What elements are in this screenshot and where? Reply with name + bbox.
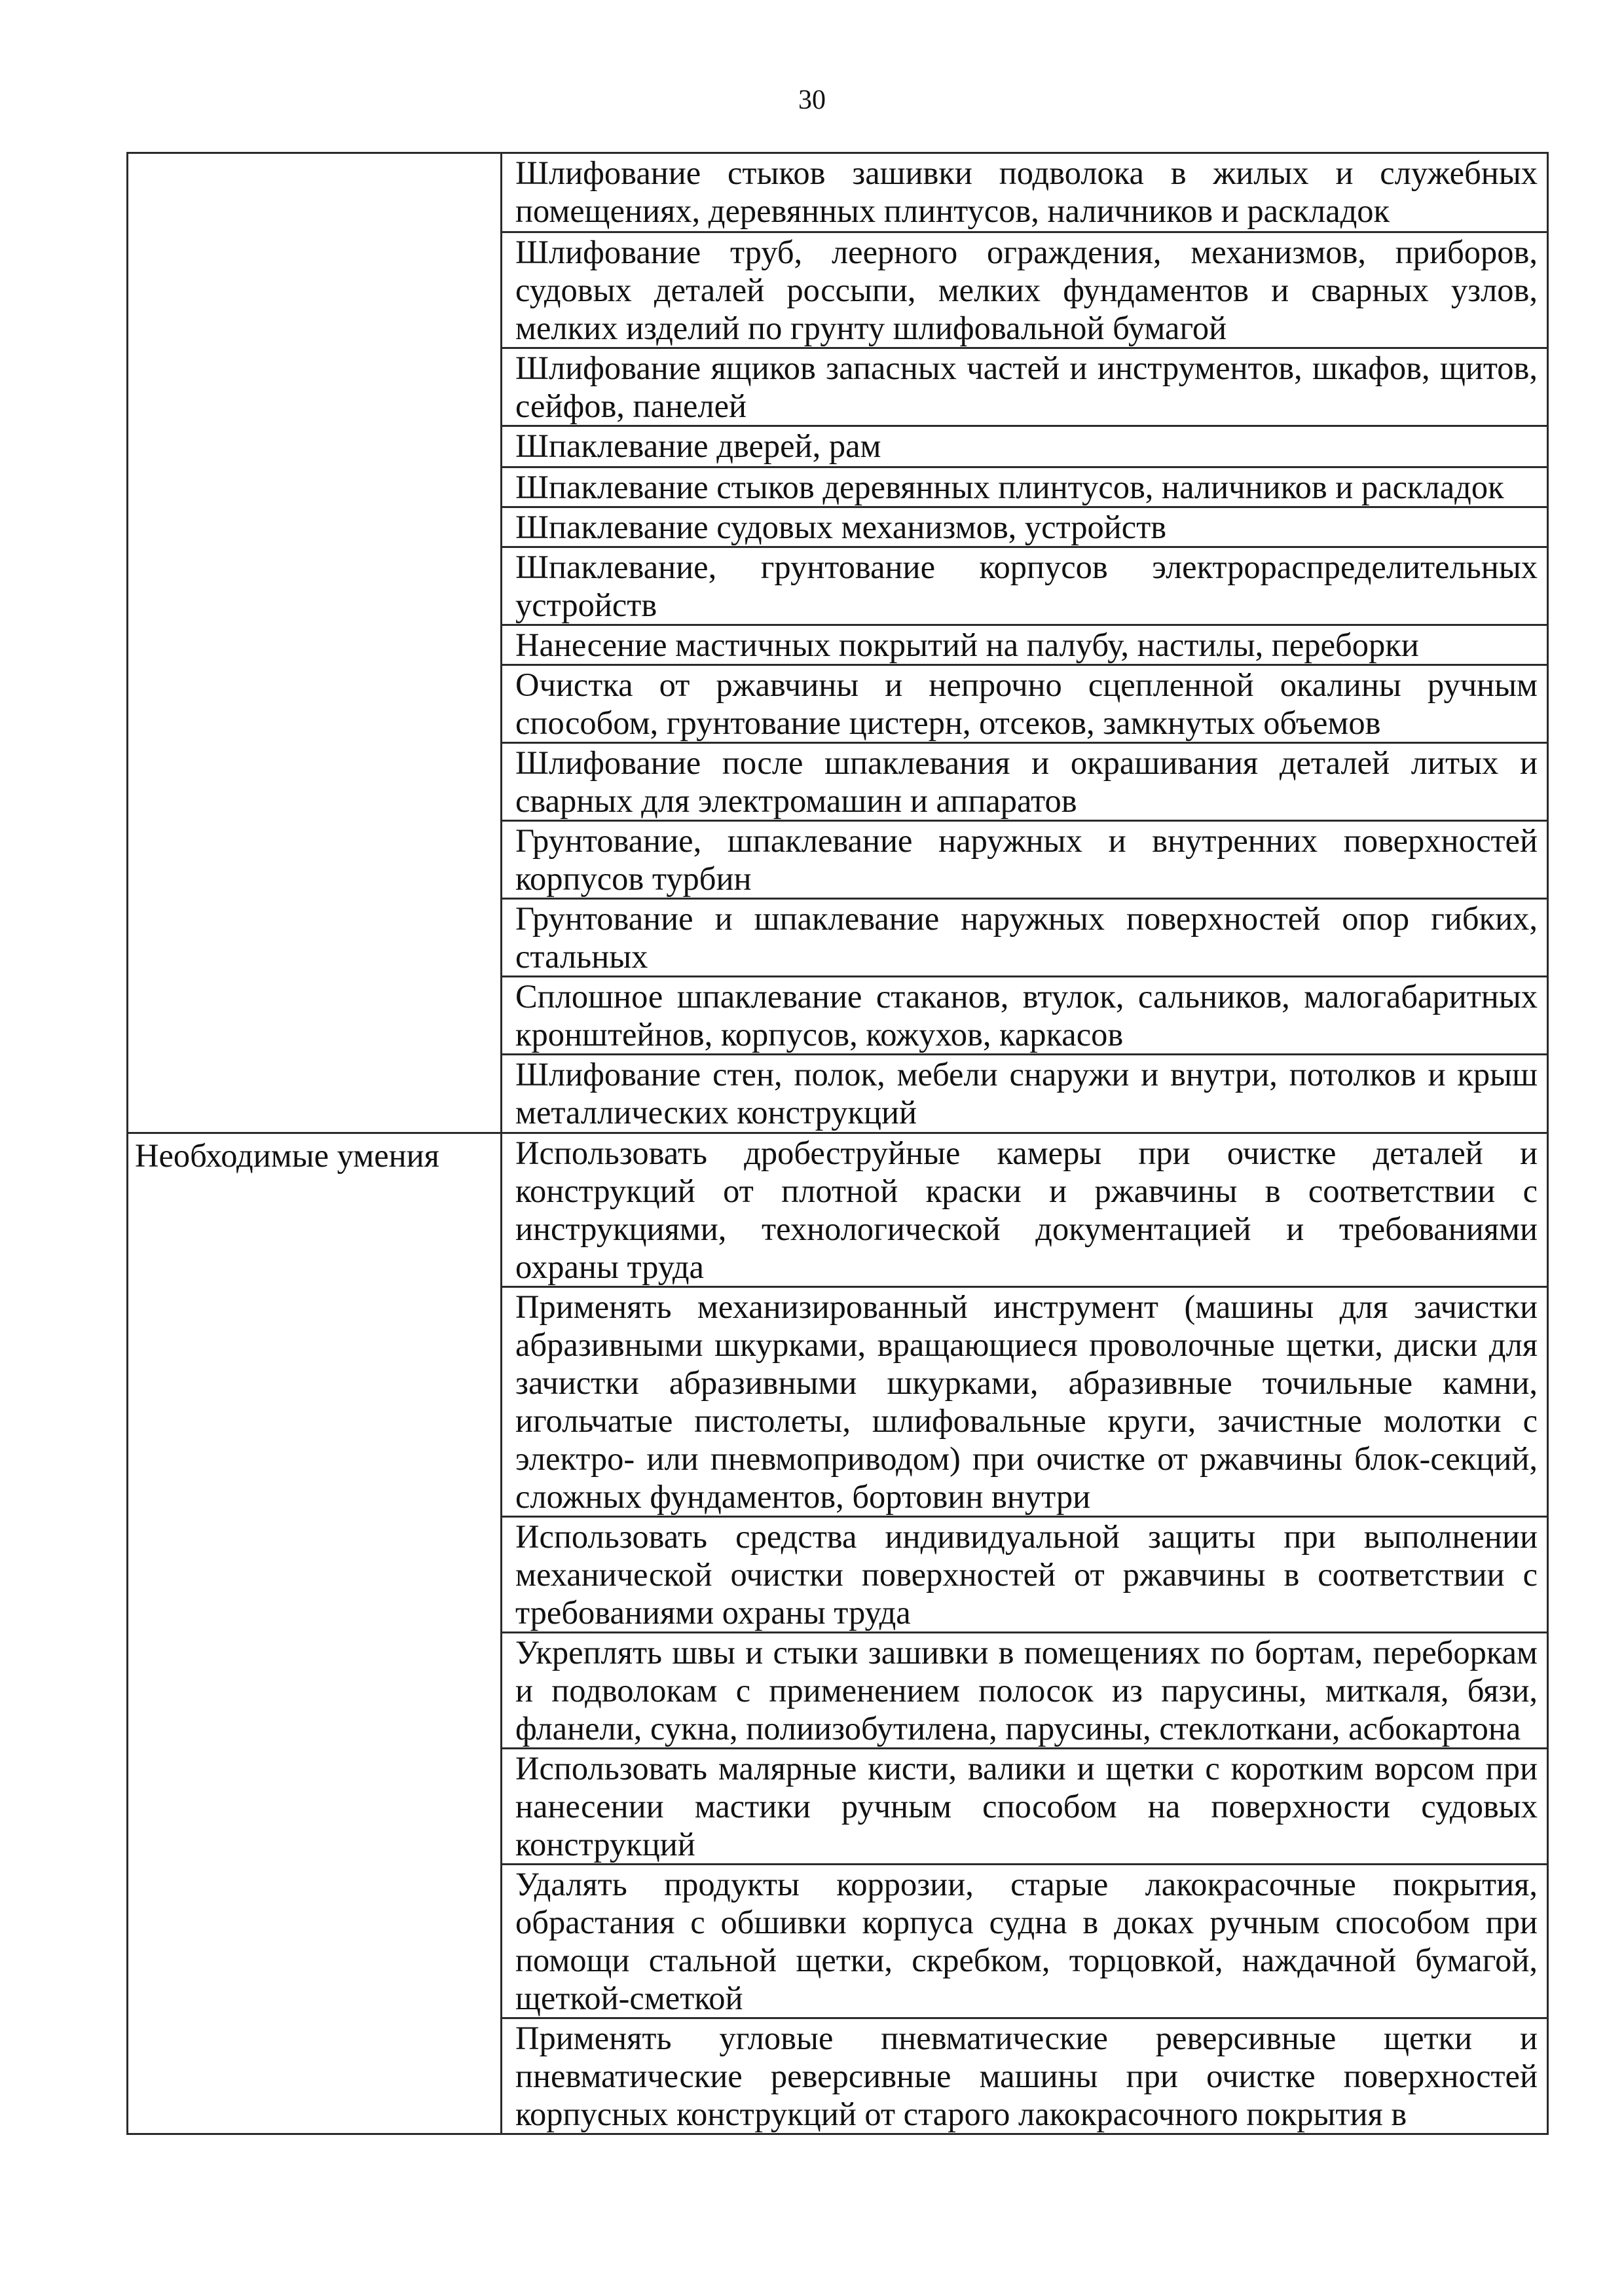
table-cell: Шлифование труб, леерного ограждения, механизмов, приборов, судовых деталей россыпи, мелких фундаментов и сварных узлов, мелких изделий по грунту шлифовальной бумагой [502,232,1548,348]
table-cell: Удалять продукты коррозии, старые лакокрасочные покрытия, обрастания с обшивки корпуса судна в доках ручным способом при помощи стальной щетки, скребком, торцовкой, наждачной бумагой, щеткой-сметкой [502,1865,1548,2018]
page-number: 30 [798,85,826,115]
table-cell: Грунтование, шпаклевание наружных и внутренних поверхностей корпусов турбин [502,821,1548,899]
table-cell: Шпаклевание, грунтование корпусов электрораспределительных устройств [502,547,1548,625]
table-cell: Использовать дробеструйные камеры при очистке деталей и конструкций от плотной краски и ржавчины в соответствии с инструкциями, технологической документацией и требованиями охраны труда [502,1133,1548,1287]
table-cell: Шлифование ящиков запасных частей и инструментов, шкафов, щитов, сейфов, панелей [502,348,1548,426]
table-cell: Шлифование стен, полок, мебели снаружи и внутри, потолков и крыш металлических конструкций [502,1055,1548,1133]
table-cell: Использовать малярные кисти, валики и щетки с коротким ворсом при нанесении мастики ручным способом на поверхности судовых конструкций [502,1749,1548,1865]
table-row [128,1133,1548,1287]
table-cell: Шпаклевание судовых механизмов, устройств [502,507,1548,547]
table-cell: Применять угловые пневматические реверсивные щетки и пневматические реверсивные машины при очистке поверхностей корпусных конструкций от старого лакокрасочного покрытия в [502,2018,1548,2134]
label-cell-empty [128,153,502,1133]
table-cell: Использовать средства индивидуальной защиты при выполнении механической очистки поверхностей от ржавчины в соответствии с требованиями охраны труда [502,1517,1548,1633]
skills-label: Необходимые умения [128,1133,502,2134]
table-cell: Нанесение мастичных покрытий на палубу, настилы, переборки [502,625,1548,665]
table-cell: Шпаклевание стыков деревянных плинтусов, наличников и раскладок [502,467,1548,507]
table-row [128,153,1548,232]
qualification-table [126,152,1549,2135]
table-cell: Укреплять швы и стыки зашивки в помещениях по бортам, переборкам и подволокам с применением полосок из парусины, миткаля, бязи, фланели, сукна, полиизобутилена, парусины, стеклоткани, асбокартона [502,1633,1548,1749]
table-cell: Грунтование и шпаклевание наружных поверхностей опор гибких, стальных [502,899,1548,977]
table-cell: Сплошное шпаклевание стаканов, втулок, сальников, малогабаритных кронштейнов, корпусов, кожухов, каркасов [502,977,1548,1055]
table-cell: Шлифование стыков зашивки подволока в жилых и служебных помещениях, деревянных плинтусов, наличников и раскладок [502,153,1548,232]
table-cell: Очистка от ржавчины и непрочно сцепленной окалины ручным способом, грунтование цистерн, отсеков, замкнутых объемов [502,665,1548,743]
table-cell: Шлифование после шпаклевания и окрашивания деталей литых и сварных для электромашин и аппаратов [502,743,1548,821]
table-cell: Шпаклевание дверей, рам [502,426,1548,467]
table-cell: Применять механизированный инструмент (машины для зачистки абразивными шкурками, вращающиеся проволочные щетки, диски для зачистки абразивными шкурками, абразивные точильные камни, игольчатые пистолеты, шлифовальные круги, зачистные молотки с электро- или пневмоприводом) при очистке от ржавчины блок-секций, сложных фундаментов, бортовин внутри [502,1287,1548,1517]
